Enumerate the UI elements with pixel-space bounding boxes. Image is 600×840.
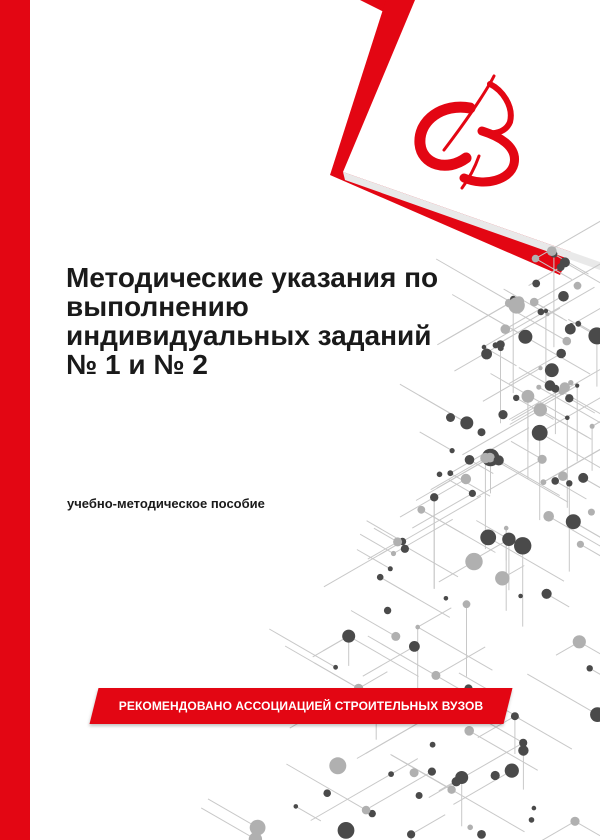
network-dot: [575, 321, 581, 327]
network-dot: [338, 822, 355, 839]
network-dot: [342, 630, 355, 643]
network-line: [540, 410, 591, 440]
network-dot: [568, 380, 573, 385]
network-dot: [391, 632, 400, 641]
network-dot: [578, 473, 588, 483]
network-dot: [544, 309, 548, 313]
network-line: [380, 577, 414, 597]
network-line: [569, 398, 595, 413]
network-dot: [532, 806, 537, 811]
network-dot: [428, 768, 436, 776]
network-line: [357, 550, 390, 569]
title-line: № 1 и № 2: [66, 349, 208, 380]
network-dot: [452, 777, 461, 786]
network-line: [208, 799, 258, 828]
network-dot: [563, 337, 572, 346]
network-dot: [522, 390, 535, 403]
network-line: [201, 808, 255, 839]
network-dot: [491, 771, 500, 780]
network-dot: [556, 349, 566, 359]
network-dot: [384, 607, 391, 614]
network-line: [324, 542, 403, 587]
document-subtitle: учебно-методическое пособие: [67, 496, 265, 511]
network-line: [452, 790, 525, 832]
network-dot: [460, 416, 473, 429]
network-dot: [333, 665, 338, 670]
network-dot: [547, 246, 557, 256]
network-line: [368, 542, 398, 559]
network-dot: [575, 384, 579, 388]
network-dot: [577, 541, 584, 548]
network-dot: [504, 526, 509, 531]
network-line: [391, 754, 452, 789]
network-line: [311, 774, 391, 820]
network-dot: [551, 477, 559, 485]
network-dot: [529, 817, 535, 823]
network-dot: [538, 366, 542, 370]
network-dot: [463, 600, 471, 608]
network-dot: [465, 455, 475, 465]
network-line: [286, 764, 366, 810]
network-line: [536, 218, 600, 259]
network-dot: [573, 635, 586, 648]
network-line: [580, 544, 600, 581]
network-dot: [410, 768, 419, 777]
network-dot: [588, 509, 595, 516]
network-dot: [590, 424, 595, 429]
network-dot: [542, 589, 552, 599]
network-dot: [401, 545, 409, 553]
network-dot: [464, 726, 474, 736]
network-dot: [498, 410, 507, 419]
network-dot: [388, 566, 393, 571]
network-dot: [566, 514, 581, 529]
network-line: [363, 646, 415, 676]
network-dot: [545, 380, 556, 391]
network-dot: [461, 474, 471, 484]
network-line: [416, 458, 491, 501]
network-line: [590, 668, 600, 710]
network-dot: [417, 506, 425, 514]
network-dot: [545, 363, 559, 377]
network-line: [296, 806, 321, 821]
network-dot: [502, 533, 515, 546]
network-line: [575, 821, 600, 840]
network-dot: [588, 327, 600, 344]
network-line: [543, 442, 600, 482]
network-dot: [541, 479, 547, 485]
network-dot: [513, 395, 519, 401]
network-dot: [447, 470, 453, 476]
network-line: [511, 441, 542, 459]
recommendation-banner-text: РЕКОМЕНДОВАНО АССОЦИАЦИЕЙ СТРОИТЕЛЬНЫХ ВУЗОВ: [118, 699, 484, 713]
network-line: [400, 384, 467, 423]
network-line: [565, 262, 600, 305]
network-dot: [495, 571, 509, 585]
network-dot: [415, 625, 420, 630]
network-dot: [514, 537, 531, 554]
network-dot: [590, 707, 600, 722]
network-dot: [494, 455, 504, 465]
network-dot: [478, 428, 486, 436]
network-dot: [388, 771, 394, 777]
title-line: Методические указания по: [66, 262, 439, 293]
network-dot: [574, 282, 582, 290]
network-dot: [532, 425, 548, 441]
network-dot: [519, 739, 527, 747]
network-line: [368, 636, 436, 675]
network-dot: [391, 551, 396, 556]
network-dot: [558, 471, 568, 481]
network-line: [349, 636, 419, 676]
network-dot: [570, 817, 579, 826]
network-dot: [465, 553, 482, 570]
network-dot: [294, 804, 299, 809]
network-line: [403, 496, 481, 541]
network-dot: [565, 416, 570, 421]
network-dot: [409, 641, 420, 652]
network-dot: [467, 825, 473, 831]
network-line: [527, 674, 597, 715]
network-dot: [469, 490, 476, 497]
network-line: [592, 405, 600, 426]
network-line: [543, 450, 600, 483]
network-dot: [566, 480, 572, 486]
network-dot: [480, 530, 496, 546]
network-line: [571, 291, 600, 325]
network-dot: [416, 792, 423, 799]
network-dot: [447, 786, 455, 794]
network-dot: [587, 665, 593, 671]
network-dot: [446, 413, 455, 422]
network-dot: [565, 394, 573, 402]
network-dot: [536, 385, 541, 390]
network-line: [285, 646, 359, 688]
network-line: [370, 772, 432, 808]
network-dot: [505, 764, 519, 778]
network-dot: [477, 830, 486, 839]
network-dot: [430, 493, 438, 501]
network-line: [524, 821, 575, 840]
network-dot: [557, 263, 565, 271]
network-dot: [377, 574, 384, 581]
network-dot: [558, 291, 569, 302]
network-dot: [430, 742, 436, 748]
network-dot: [437, 472, 443, 478]
network-dot: [329, 757, 346, 774]
network-dot: [362, 806, 371, 815]
document-title: [66, 263, 536, 379]
network-dot: [250, 820, 266, 836]
network-line: [411, 815, 445, 835]
network-dot: [538, 309, 545, 316]
network-line: [436, 647, 485, 676]
network-dot: [485, 453, 495, 463]
network-line: [269, 629, 335, 667]
network-line: [359, 672, 388, 689]
network-dot: [444, 596, 449, 601]
network-dot: [538, 455, 547, 464]
network-dot: [323, 789, 331, 797]
title-line: выполнению: [66, 291, 249, 322]
network-dot: [534, 403, 547, 416]
network-dot: [565, 324, 576, 335]
network-dot: [543, 511, 554, 522]
network-dot: [431, 671, 440, 680]
network-line: [351, 611, 396, 637]
network-dot: [393, 537, 402, 546]
network-dot: [559, 388, 566, 395]
network-dot: [407, 830, 415, 838]
network-dot: [511, 712, 519, 720]
network-dot: [532, 255, 540, 263]
title-line: индивидуальных заданий: [66, 320, 432, 351]
network-dot: [518, 594, 523, 599]
network-line: [418, 608, 452, 627]
network-dot: [450, 448, 455, 453]
network-line: [420, 432, 452, 451]
